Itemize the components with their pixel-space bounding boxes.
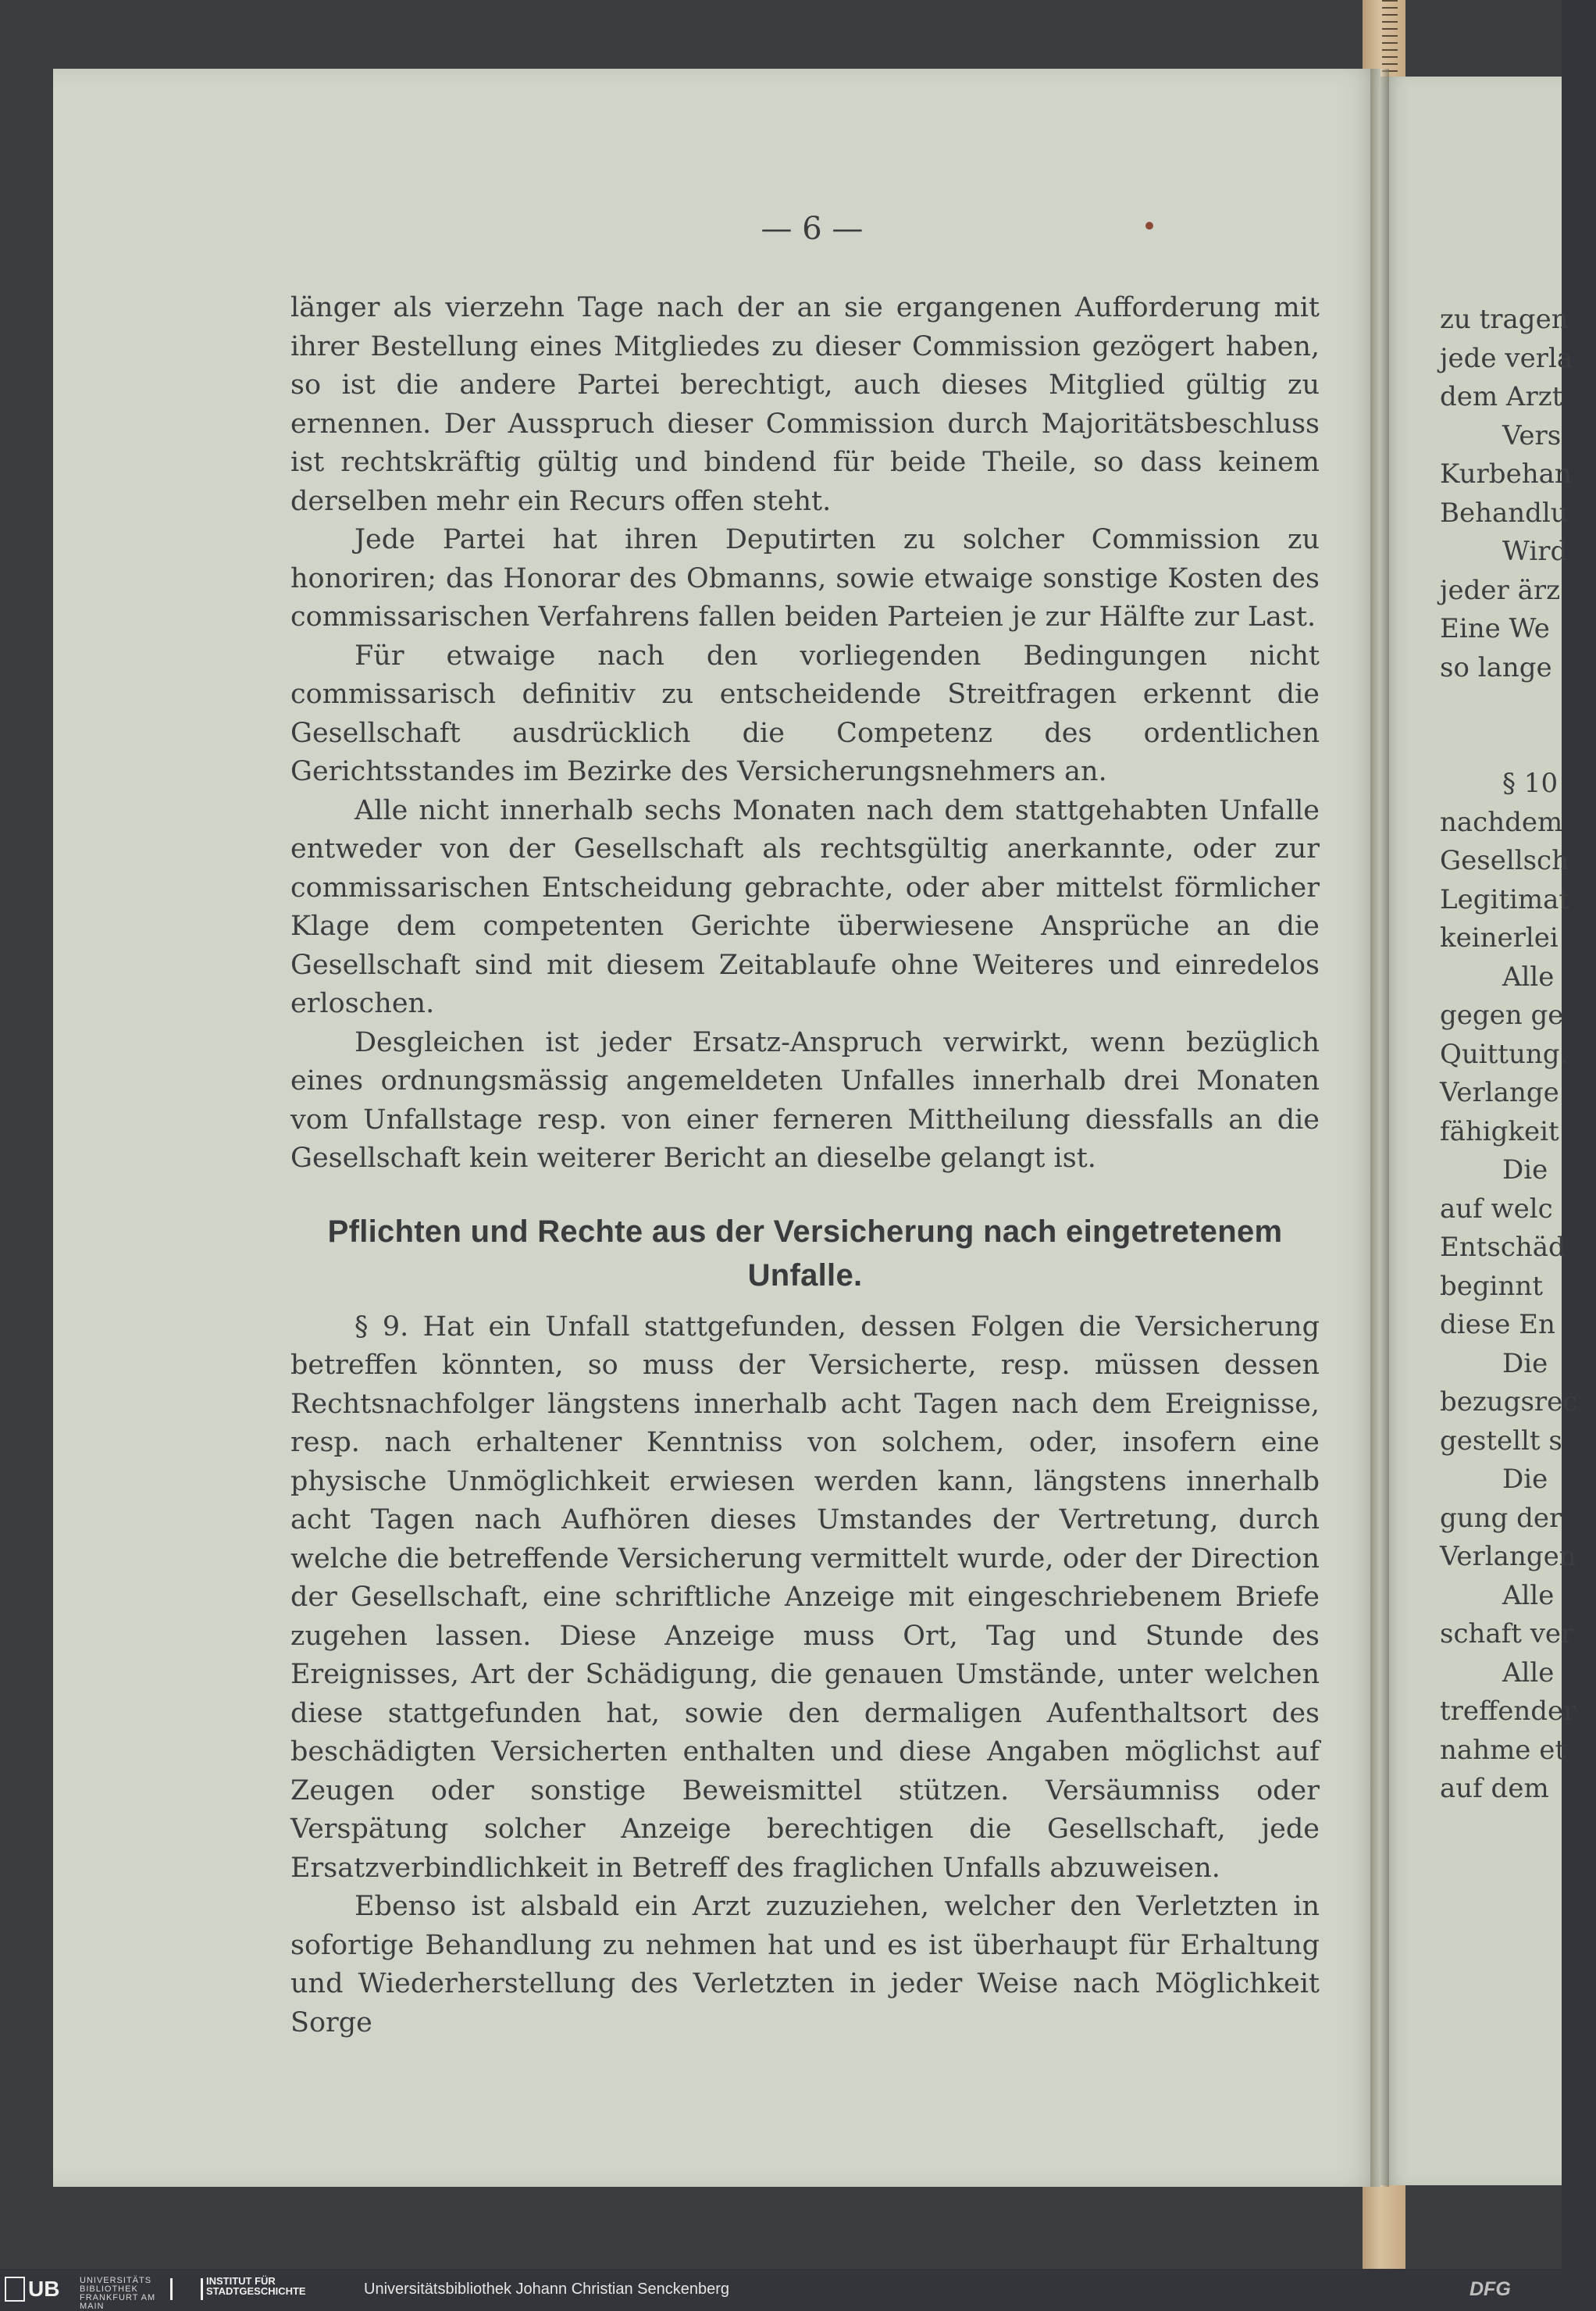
right-page-line: Alle xyxy=(1502,961,1555,993)
right-page-line: jede verla xyxy=(1440,342,1573,374)
right-page-line: diese En xyxy=(1440,1309,1555,1340)
right-page-line xyxy=(1440,726,1596,765)
isg-logo-icon xyxy=(170,2278,203,2300)
right-page-line: dem Arzt xyxy=(1440,381,1563,412)
paragraph-2: Jede Partei hat ihren Deputirten zu solcher Commission zu honoriren; das Honorar des Obmanns, sowie etwaige sonstige Kosten des commissarischen Verfahrens fallen beiden Parteien je zur Hälfte zur Last. xyxy=(290,524,1320,633)
paragraph-section-9: § 9. Hat ein Unfall stattgefunden, dessen Folgen die Versicherung betreffen könnten, so muss der Versicherte, resp. müssen dessen Rechtsnachfolger längstens innerhalb acht Tagen nach dem Ereignisse, resp. nach erhaltener Kenntniss von solchem, oder, insofern eine physische Unmöglichkeit erwiesen werden kann, längstens innerhalb acht Tagen nach Aufhören dieses Umstandes der Vertretung, durch welche die betreffende Versicherung vermittelt wurde, oder der Direction der Gesellschaft, eine schriftliche Anzeige mit eingeschriebenem Briefe zugehen lassen. Diese Anzeige muss Ort, Tag und Stunde des Ereignisses, Art der Schädigung, die genauen Umstände, unter welchen diese stattgefunden hat, sowie den dermaligen Aufenthaltsort des beschädigten Versicherten enthalten und diese Angaben möglichst auf Zeugen oder sonstige Beweismittel stützen. Versäumniss oder Verspätung solcher Anzeige berechtigen die Gesellschaft, jede Ersatzverbindlichkeit in Betreff des fraglichen Unfalls abzuweisen. xyxy=(290,1311,1320,1884)
right-page-line: auf dem xyxy=(1440,1773,1549,1804)
right-page-line: Entschäd xyxy=(1440,1232,1566,1263)
right-page-line: beginnt xyxy=(1440,1270,1543,1302)
right-page-line: schaft ver xyxy=(1440,1618,1574,1649)
right-page-line: so lange xyxy=(1440,651,1552,683)
right-page-line: zu tragen xyxy=(1440,304,1569,335)
book-gutter xyxy=(1370,69,1389,2187)
right-page-line: Wird xyxy=(1502,536,1568,567)
right-page-line: treffender xyxy=(1440,1696,1576,1727)
right-page-line: Legitimat xyxy=(1440,883,1570,915)
right-page-line: auf welc xyxy=(1440,1193,1553,1225)
paragraph-3: Für etwaige nach den vorliegenden Bedingungen nicht commissarisch definitiv zu entscheidende Streitfragen erkennt die Gesellschaft ausdrücklich die Competenz des ordentlichen Gerichtsstandes im Bezirke des Versicherungsnehmers an. xyxy=(290,640,1320,787)
ub-logo-text: UNIVERSITÄTS BIBLIOTHEK FRANKFURT AM MAIN xyxy=(80,2276,156,2311)
right-page-line: Vers xyxy=(1502,419,1562,451)
right-page-line: nahme et xyxy=(1440,1734,1566,1766)
section-heading: Pflichten und Rechte aus der Versicherung nach eingetretenem Unfalle. xyxy=(327,1214,1283,1293)
right-page-line: jeder ärz xyxy=(1440,574,1561,606)
right-page-line: Die xyxy=(1502,1347,1548,1379)
right-page-line: Behandlu xyxy=(1440,497,1568,529)
ruler-ticks xyxy=(1382,0,1398,74)
right-page-line: gegen ge xyxy=(1440,1000,1564,1031)
dfg-logo[interactable]: DFG xyxy=(1470,2278,1511,2300)
right-page-line: Verlange xyxy=(1440,1077,1559,1108)
right-page-line: gestellt s xyxy=(1440,1425,1562,1457)
paragraph-5: Desgleichen ist jeder Ersatz-Anspruch verwirkt, wenn bezüglich eines ordnungsmässig angemeldeten Unfalles innerhalb drei Monaten vom Unfallstage resp. von einer ferneren Mittheilung diessfalls an die Gesellschaft kein weiterer Bericht an dieselbe gelangt ist. xyxy=(290,1026,1320,1174)
ub-mark: UB xyxy=(28,2277,60,2301)
right-page-line: Verlangen xyxy=(1440,1541,1576,1572)
right-page-line: Die xyxy=(1502,1464,1548,1495)
right-page-line xyxy=(1440,687,1596,726)
right-page-line: Eine We xyxy=(1440,613,1550,644)
page-body xyxy=(290,289,1320,2042)
right-page-line: bezugsrec xyxy=(1440,1386,1578,1418)
right-page-line: keinerlei xyxy=(1440,922,1559,954)
right-page-line: Kurbehan xyxy=(1440,458,1572,490)
right-page-line: gung der xyxy=(1440,1502,1562,1534)
right-page-line: fähigkeit xyxy=(1440,1115,1559,1147)
ub-logo[interactable] xyxy=(5,2277,59,2302)
right-page-line: Die xyxy=(1502,1154,1548,1186)
paragraph-4: Alle nicht innerhalb sechs Monaten nach dem stattgehabten Unfalle entweder von der Gesellschaft als rechtsgültig anerkannte, oder zur commissarischen Entscheidung gebrachte, oder aber mittelst förmlicher Klage dem competenten Gerichte überwiesene Ansprüche an die Gesellschaft sind mit diesem Zeitablaufe ohne Weiteres und einredelos erloschen. xyxy=(290,794,1320,1019)
right-page-line: Alle xyxy=(1502,1579,1555,1611)
right-page-line: § 10 xyxy=(1502,768,1559,799)
library-caption[interactable]: Universitätsbibliothek Johann Christian Senckenberg xyxy=(364,2281,730,2298)
right-page-line: Quittung. xyxy=(1440,1038,1569,1070)
paragraph-7: Ebenso ist alsbald ein Arzt zuzuziehen, welcher den Verletzten in sofortige Behandlung zu nehmen hat und es ist überhaupt für Erhaltung und Wiederherstellung des Verletzten in jeder Weise nach Möglichkeit Sorge xyxy=(290,1891,1320,2038)
isg-logo-text: INSTITUT FÜR STADTGESCHICHTE xyxy=(206,2275,306,2297)
page-number: — 6 — xyxy=(761,211,864,247)
paragraph-1: länger als vierzehn Tage nach der an sie ergangenen Aufforderung mit ihrer Bestellung eines Mitgliedes zu dieser Commission gezögert haben, so ist die andere Partei berechtigt, auch dieses Mitglied gültig zu ernennen. Der Ausspruch dieser Commission durch Majoritätsbeschluss ist rechtskräftig gültig und bindend für beide Theile, so dass keinem derselben mehr ein Recurs offen steht. xyxy=(290,292,1320,517)
ub-logo-icon xyxy=(5,2277,25,2302)
right-page-line: Gesellsch xyxy=(1440,845,1569,876)
right-page-line: Alle xyxy=(1502,1657,1555,1689)
ink-spot xyxy=(1145,222,1153,230)
right-page-line: nachdem xyxy=(1440,806,1563,838)
footer-bar xyxy=(0,2269,1562,2311)
right-page-text xyxy=(1440,301,1596,1809)
